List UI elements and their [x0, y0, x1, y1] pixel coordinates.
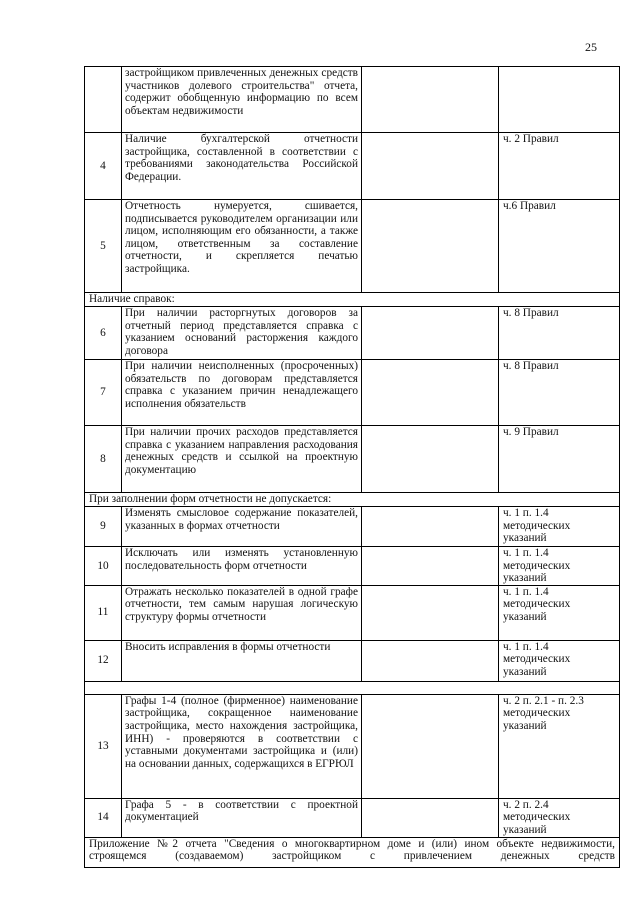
blank-row [85, 681, 620, 694]
row-ref: ч. 1 п. 1.4 методических указаний [503, 585, 571, 623]
table-row [85, 133, 620, 200]
table-row [85, 547, 620, 586]
table-row [85, 360, 620, 426]
row-ref: ч. 1 п. 1.4 методических указаний [503, 547, 571, 585]
page-number: 25 [585, 40, 597, 54]
table-row [85, 507, 620, 547]
row-ref: ч. 2 п. 2.1 - п. 2.3 методических указаний [503, 694, 584, 732]
row-text: застройщиком привлеченных денежных средств участников долевого строительства" отчета, содержит обобщенную информацию по всем объектам недвижимости [122, 67, 362, 133]
row-number: 6 [85, 307, 122, 360]
row-number: 10 [85, 547, 122, 586]
row-ref: ч. 2 Правил [499, 133, 620, 200]
row-ref: ч. 1 п. 1.4 методических указаний [503, 507, 571, 545]
row-text: Отражать несколько показателей в одной графе отчетности, тем самым нарушая логическую структуру формы отчетности [122, 585, 362, 640]
row-number: 9 [85, 507, 122, 547]
row-ref: ч. 2 п. 2.4 методических указаний [503, 798, 571, 836]
appendix-text: Приложение №2 отчета "Сведения о многоквартирном доме и (или) ином объекте недвижимости, строящемся (создаваемом) застройщиком с привлечением денежных средств [85, 837, 620, 867]
row-number: 14 [85, 798, 122, 837]
row-ref: ч. 9 Правил [499, 426, 620, 493]
requirements-table [84, 66, 620, 868]
row-text: При наличии расторгнутых договоров за отчетный период представляется справка с указанием оснований расторжения каждого договора [122, 307, 362, 360]
row-number: 12 [85, 640, 122, 681]
section-title: Наличие справок: [85, 293, 620, 307]
row-ref: ч. 1 п. 1.4 методических указаний [503, 640, 571, 678]
table-row [85, 798, 620, 837]
section-header [85, 293, 620, 307]
table-row [85, 585, 620, 640]
row-ref [499, 67, 620, 133]
row-text: Графы 1-4 (полное (фирменное) наименование застройщика, сокращенное наименование застройщика, место нахождения застройщика, ИНН) - проверяются в соответствии с уставными документами застройщика и (или) на основании данных, содержащихся в ЕГРЮЛ [122, 694, 362, 798]
row-number: 8 [85, 426, 122, 493]
row-number: 11 [85, 585, 122, 640]
table-row [85, 67, 620, 133]
table-row [85, 307, 620, 360]
section-title: При заполнении форм отчетности не допускается: [85, 493, 620, 507]
row-number: 4 [85, 133, 122, 200]
table-row [85, 640, 620, 681]
row-text: При наличии неисполненных (просроченных) обязательств по договорам представляется справка с указанием причин ненадлежащего исполнения обязательств [122, 360, 362, 426]
row-ref: ч.6 Правил [499, 200, 620, 293]
appendix-row [85, 837, 620, 867]
row-number: 13 [85, 694, 122, 798]
row-text: Наличие бухгалтерской отчетности застройщика, составленной в соответствии с требованиями законодательства Российской Федерации. [122, 133, 362, 200]
row-ref: ч. 8 Правил [499, 307, 620, 360]
row-number: 7 [85, 360, 122, 426]
table-row [85, 694, 620, 798]
row-text: При наличии прочих расходов представляется справка с указанием направления расходования денежных средств и ссылкой на проектную документацию [122, 426, 362, 493]
section-header [85, 493, 620, 507]
row-number: 5 [85, 200, 122, 293]
row-text: Отчетность нумеруется, сшивается, подписывается руководителем организации или лицом, исполняющим его обязанности, а также лицом, ответственным за составление отчетности, и скрепляется печатью застройщика. [122, 200, 362, 293]
table-row [85, 200, 620, 293]
row-text: Изменять смысловое содержание показателей, указанных в формах отчетности [122, 507, 362, 547]
table-row [85, 426, 620, 493]
row-text: Исключать или изменять установленную последовательность форм отчетности [122, 547, 362, 586]
row-ref: ч. 8 Правил [499, 360, 620, 426]
row-text: Графа 5 - в соответствии с проектной документацией [122, 798, 362, 837]
row-text: Вносить исправления в формы отчетности [122, 640, 362, 681]
